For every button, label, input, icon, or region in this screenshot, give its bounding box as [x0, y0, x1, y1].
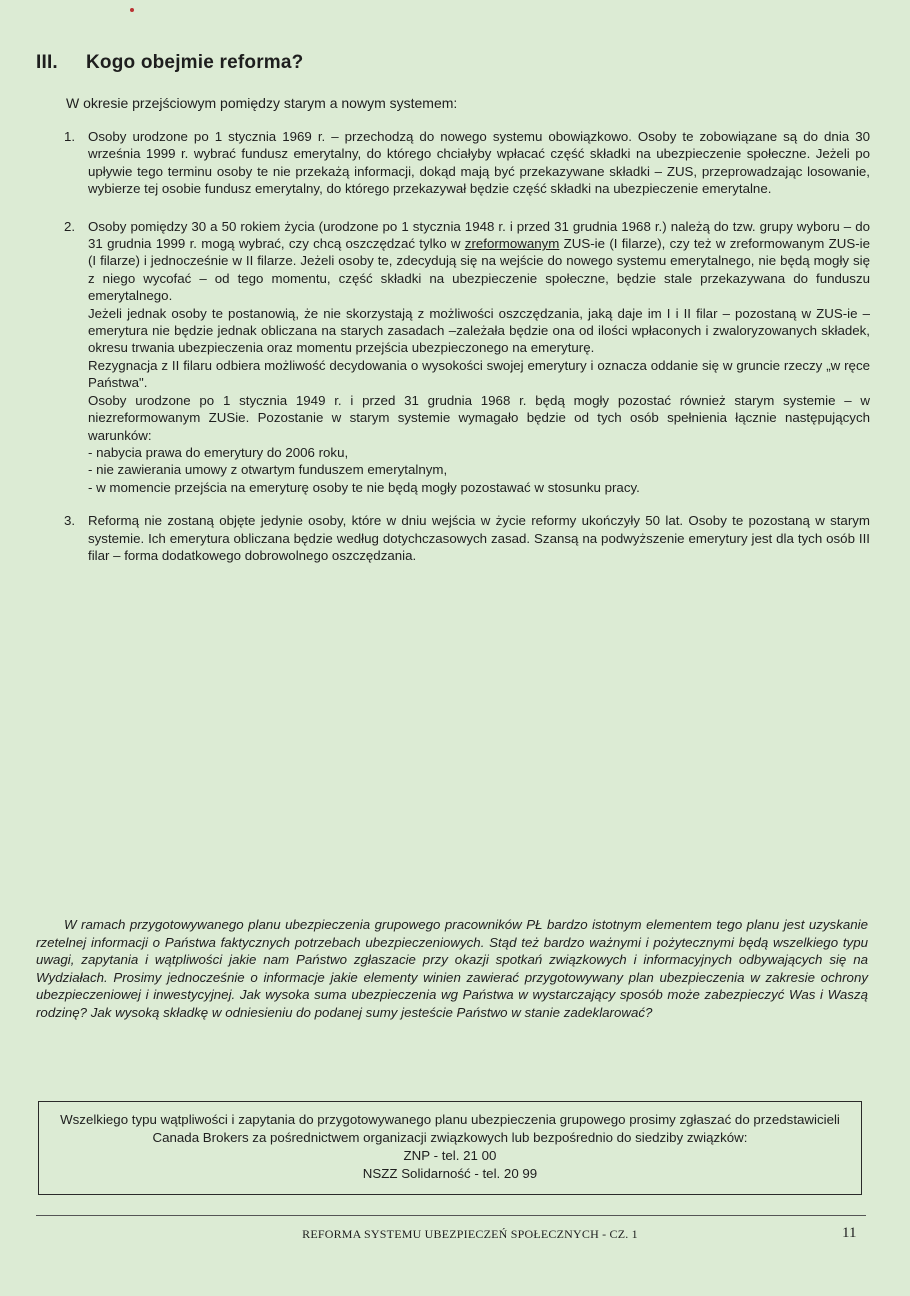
- section-number: III.: [36, 52, 58, 73]
- list-marker: 1.: [64, 129, 76, 144]
- list-item-text: Osoby urodzone po 1 stycznia 1969 r. – przechodzą do nowego systemu obowiązkowo. Osoby te zobowiązane są do dnia 30 września 1999 r. wybrać fundusz emerytalny, do którego chciałyby wpłacać część składki na ubezpieczenie społeczne. Jeżeli po upływie tego terminu osoby te nie przekażą informacji, dokąd mają być przekazywane składki – ZUS, przeprowadzając losowanie, wybierze tej osobie fundusz emerytalny, do którego przekazywał będzie część składki na ubezpieczenie emerytalne.: [88, 129, 870, 197]
- contact-phone-solidarnosc: NSZZ Solidarność - tel. 20 99: [362, 1166, 538, 1181]
- list-item: [62, 218, 870, 497]
- list-marker: 2.: [64, 218, 76, 234]
- info-notice: [36, 916, 868, 1022]
- list-item-paragraph: [88, 218, 870, 305]
- contact-text: Wszelkiego typu wątpliwości i zapytania do przygotowywanego planu ubezpieczenia grupowego prosimy zgłaszać do przedstawicieli Canada Brokers za pośrednictwem organizacji związkowych lub bezpośrednio do siedziby związków:: [60, 1112, 840, 1145]
- text-run: Osoby pomiędzy 30 a 50 rokiem życia (urodzone po 1 stycznia 1948 r. i przed 31 grudnia 1968 r.) należą do tzw. grupy wyboru – do 31 grudnia 1999 r. mogą wybrać, czy chcą oszczędzać tylko w: [88, 218, 870, 252]
- list-marker: 3.: [64, 513, 76, 529]
- condition-line: - w momencie przejścia na emeryturę osoby te nie będą mogły pozostawać w stosunku pracy.: [88, 479, 640, 495]
- list-item: [62, 512, 870, 564]
- footer-divider: [36, 1215, 866, 1216]
- underlined-word: zreformowanym: [464, 236, 560, 252]
- list-item-paragraph: Jeżeli jednak osoby te postanowią, że nie skorzystają z możliwości oszczędzania, jaką daje im I i II filar – pozostaną w ZUS-ie – emerytura nie będzie jednak obliczana na starych zasadach –zależała będzie ona od ilości wpłaconych i zwaloryzowanych składek, okresu trwania ubezpieczenia oraz momentu przejścia ubezpieczonego na emeryturę.: [88, 305, 870, 356]
- list-item-paragraph: Rezygnacja z II filaru odbiera możliwość decydowania o wysokości swojej emerytury i oznacza oddanie się w gruncie rzeczy „w ręce Państwa".: [88, 357, 870, 391]
- footer-title: REFORMA SYSTEMU UBEZPIECZEŃ SPOŁECZNYCH - CZ. 1: [302, 1227, 638, 1241]
- section-intro: W okresie przejściowym pomiędzy starym a nowym systemem:: [66, 95, 458, 111]
- condition-line: - nabycia prawa do emerytury do 2006 roku,: [88, 444, 349, 460]
- page-number: 11: [842, 1225, 857, 1241]
- section-heading: [36, 52, 303, 74]
- list-item: [62, 128, 870, 198]
- numbered-list: [62, 128, 870, 580]
- printing-speck: [130, 8, 134, 12]
- contact-phone-znp: ZNP - tel. 21 00: [403, 1148, 497, 1163]
- section-title: Kogo obejmie reforma?: [86, 52, 304, 73]
- condition-line: - nie zawierania umowy z otwartym funduszem emerytalnym,: [88, 462, 448, 478]
- list-item-paragraph: Osoby urodzone po 1 stycznia 1949 r. i przed 31 grudnia 1968 r. będą mogły pozostać również starym systemie – w niezreformowanym ZUSie. Pozostanie w starym systemie wymagało będzie od tych osób spełnienia łącznie następujących warunków:: [88, 392, 870, 443]
- notice-text: W ramach przygotowywanego planu ubezpieczenia grupowego pracowników PŁ bardzo istotnym elementem tego planu jest uzyskanie rzetelnej informacji o Państwa faktycznych potrzebach ubezpieczeniowych. Stąd też bardzo ważnymi i pożytecznymi będą wszelkiego typu uwagi, zapytania i wątpliwości jakie nam Państwo zgłaszacie przy okazji spotkań związkowych i informacyjnych odbywających się na Wydziałach. Prosimy jednocześnie o informacje jakie elementy winien zawierać przygotowywany plan ubezpieczenia w zakresie ochrony ubezpieczeniowej i inwestycyjnej. Jak wysoka suma ubezpieczenia wg Państwa w wystarczający sposób może zabezpieczyć Was i Waszą rodzinę? Jak wysoką składkę w odniesieniu do podanej sumy jesteście Państwo w stanie zadeklarować?: [36, 917, 868, 1020]
- list-item-text: Reformą nie zostaną objęte jedynie osoby, które w dniu wejścia w życie reformy ukończyły 50 lat. Osoby te pozostaną w starym systemie. Ich emerytura obliczana będzie według dotychczasowych zasad. Szansą na podwyższenie emerytury jest dla tych osób III filar – forma dodatkowego dobrowolnego oszczędzania.: [88, 513, 870, 563]
- contact-box: [38, 1101, 862, 1195]
- text-run: ZUS-ie (I filarze), czy też w zreformowanym ZUS-ie (I filarze) i jednocześnie w II filarze. Jeżeli osoby te, zdecydują się na wejście do nowego systemu emerytalnego, nie będą mogły się z niego wycofać – od tego momentu, część składki na ubezpieczenie społeczne, będzie stale przekazywana do funduszu emerytalnego.: [88, 236, 870, 304]
